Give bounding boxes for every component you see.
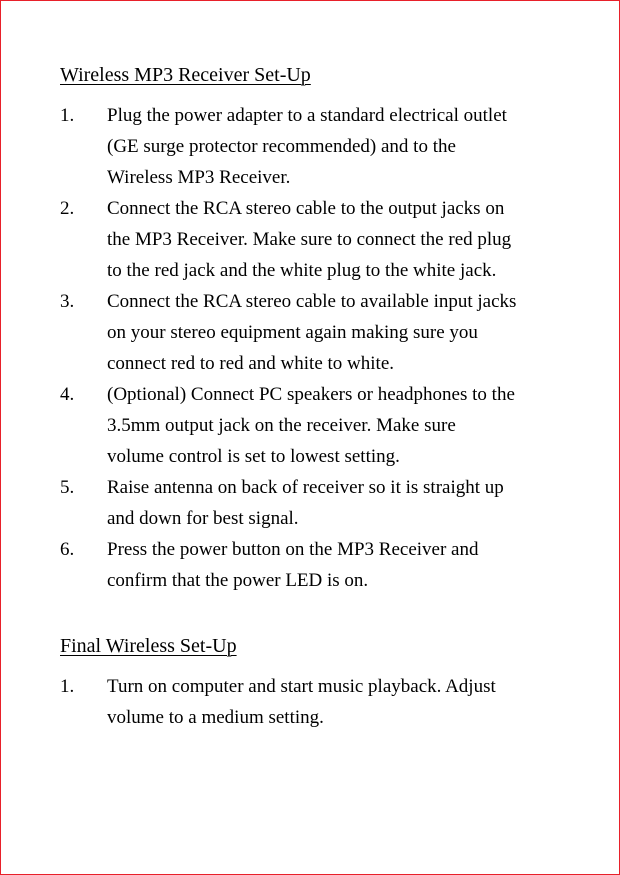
list-item — [60, 534, 570, 596]
step-number: 4. — [60, 384, 75, 405]
step-text — [107, 379, 570, 472]
step-text — [107, 472, 570, 534]
step-text-line: volume to a medium setting. — [107, 707, 324, 728]
step-text — [107, 534, 570, 596]
step-text-line: on your stereo equipment again making sure you — [107, 322, 478, 343]
step-text — [107, 193, 570, 286]
step-text-line: 3.5mm output jack on the receiver. Make sure — [107, 415, 456, 436]
step-text-line: Connect the RCA stereo cable to available input jacks — [107, 291, 517, 312]
step-text-line: (GE surge protector recommended) and to the — [107, 136, 456, 157]
step-text-line: Connect the RCA stereo cable to the output jacks on — [107, 198, 505, 219]
step-text-line: Plug the power adapter to a standard electrical outlet — [107, 105, 507, 126]
list-item — [60, 671, 570, 733]
step-number: 1. — [60, 676, 75, 697]
list-item — [60, 286, 570, 379]
step-text-line: Wireless MP3 Receiver. — [107, 167, 291, 188]
step-text-line: to the red jack and the white plug to the white jack. — [107, 260, 497, 281]
list-item — [60, 379, 570, 472]
step-text-line: the MP3 Receiver. Make sure to connect the red plug — [107, 229, 512, 250]
step-text-line: Raise antenna on back of receiver so it is straight up — [107, 477, 504, 498]
section-heading-final-setup: Final Wireless Set-Up — [60, 635, 237, 657]
step-text-line: connect red to red and white to white. — [107, 353, 395, 374]
list-item — [60, 100, 570, 193]
list-item — [60, 193, 570, 286]
step-text-line: confirm that the power LED is on. — [107, 570, 369, 591]
step-text-line: volume control is set to lowest setting. — [107, 446, 400, 467]
step-text-line: Turn on computer and start music playback. Adjust — [107, 676, 496, 697]
step-number: 6. — [60, 539, 75, 560]
step-number: 2. — [60, 198, 75, 219]
step-number: 1. — [60, 105, 75, 126]
step-text — [107, 286, 570, 379]
step-text — [107, 671, 570, 733]
final-setup-steps — [60, 671, 570, 733]
section-heading-receiver-setup: Wireless MP3 Receiver Set-Up — [60, 64, 311, 86]
step-text-line: Press the power button on the MP3 Receiver and — [107, 539, 479, 560]
step-text-line: (Optional) Connect PC speakers or headphones to the — [107, 384, 515, 405]
list-item — [60, 472, 570, 534]
step-text-line: and down for best signal. — [107, 508, 299, 529]
step-number: 3. — [60, 291, 75, 312]
receiver-setup-steps — [60, 100, 570, 596]
step-number: 5. — [60, 477, 75, 498]
step-text — [107, 100, 570, 193]
